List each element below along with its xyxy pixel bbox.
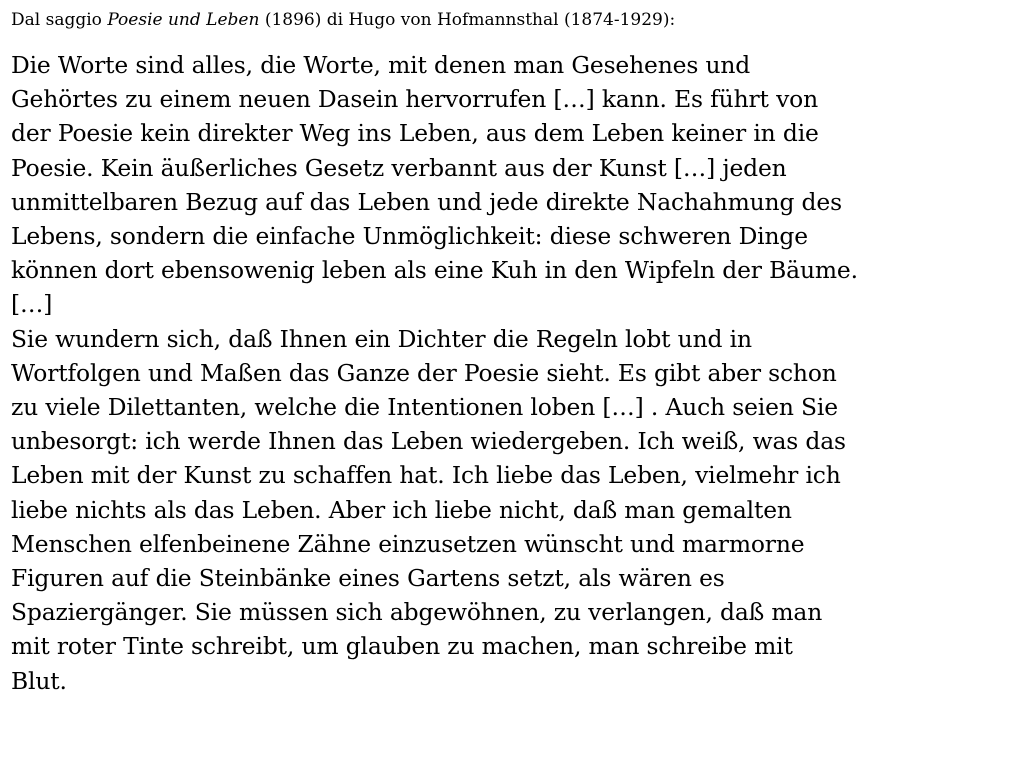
text-line: Poesie. Kein äußerliches Gesetz verbannt aus der Kunst […] jeden — [11, 153, 787, 182]
text-line: Leben mit der Kunst zu schaffen hat. Ich liebe das Leben, vielmehr ich — [11, 461, 841, 490]
header-suffix: (1896) di Hugo von Hofmannsthal (1874-1929): — [259, 10, 676, 30]
text-line: Spaziergänger. Sie müssen sich abgewöhnen, zu verlangen, daß man — [11, 598, 823, 627]
quote-body — [11, 32, 1019, 698]
text-line: Lebens, sondern die einfache Unmöglichkeit: diese schweren Dinge — [11, 222, 808, 251]
text-line: können dort ebensowenig leben als eine Kuh in den Wipfeln der Bäume. — [11, 256, 858, 285]
text-line: unbesorgt: ich werde Ihnen das Leben wiedergeben. Ich weiß, was das — [11, 427, 846, 456]
text-line: […] — [11, 290, 53, 319]
text-line: Blut. — [11, 666, 67, 695]
text-line: Sie wundern sich, daß Ihnen ein Dichter die Regeln lobt und in — [11, 324, 752, 353]
text-line: unmittelbaren Bezug auf das Leben und jede direkte Nachahmung des — [11, 187, 842, 216]
text-line: der Poesie kein direkter Weg ins Leben, aus dem Leben keiner in die — [11, 119, 819, 148]
text-line: Gehörtes zu einem neuen Dasein hervorrufen […] kann. Es führt von — [11, 85, 818, 114]
text-line: Figuren auf die Steinbänke eines Gartens setzt, als wären es — [11, 564, 725, 593]
text-line: zu viele Dilettanten, welche die Intentionen loben […] . Auch seien Sie — [11, 393, 838, 422]
text-line: Wortfolgen und Maßen das Ganze der Poesie sieht. Es gibt aber schon — [11, 358, 837, 387]
text-line: liebe nichts als das Leben. Aber ich liebe nicht, daß man gemalten — [11, 495, 792, 524]
header-prefix: Dal saggio — [11, 10, 108, 30]
text-line: mit roter Tinte schreibt, um glauben zu machen, man schreibe mit — [11, 632, 793, 661]
document-page — [11, 0, 1019, 698]
text-line: Die Worte sind alles, die Worte, mit denen man Gesehenes und — [11, 51, 751, 79]
text-line: Menschen elfenbeinene Zähne einzusetzen wünscht und marmorne — [11, 529, 805, 558]
essay-title: Poesie und Leben — [107, 10, 260, 30]
header-line — [11, 0, 1019, 32]
